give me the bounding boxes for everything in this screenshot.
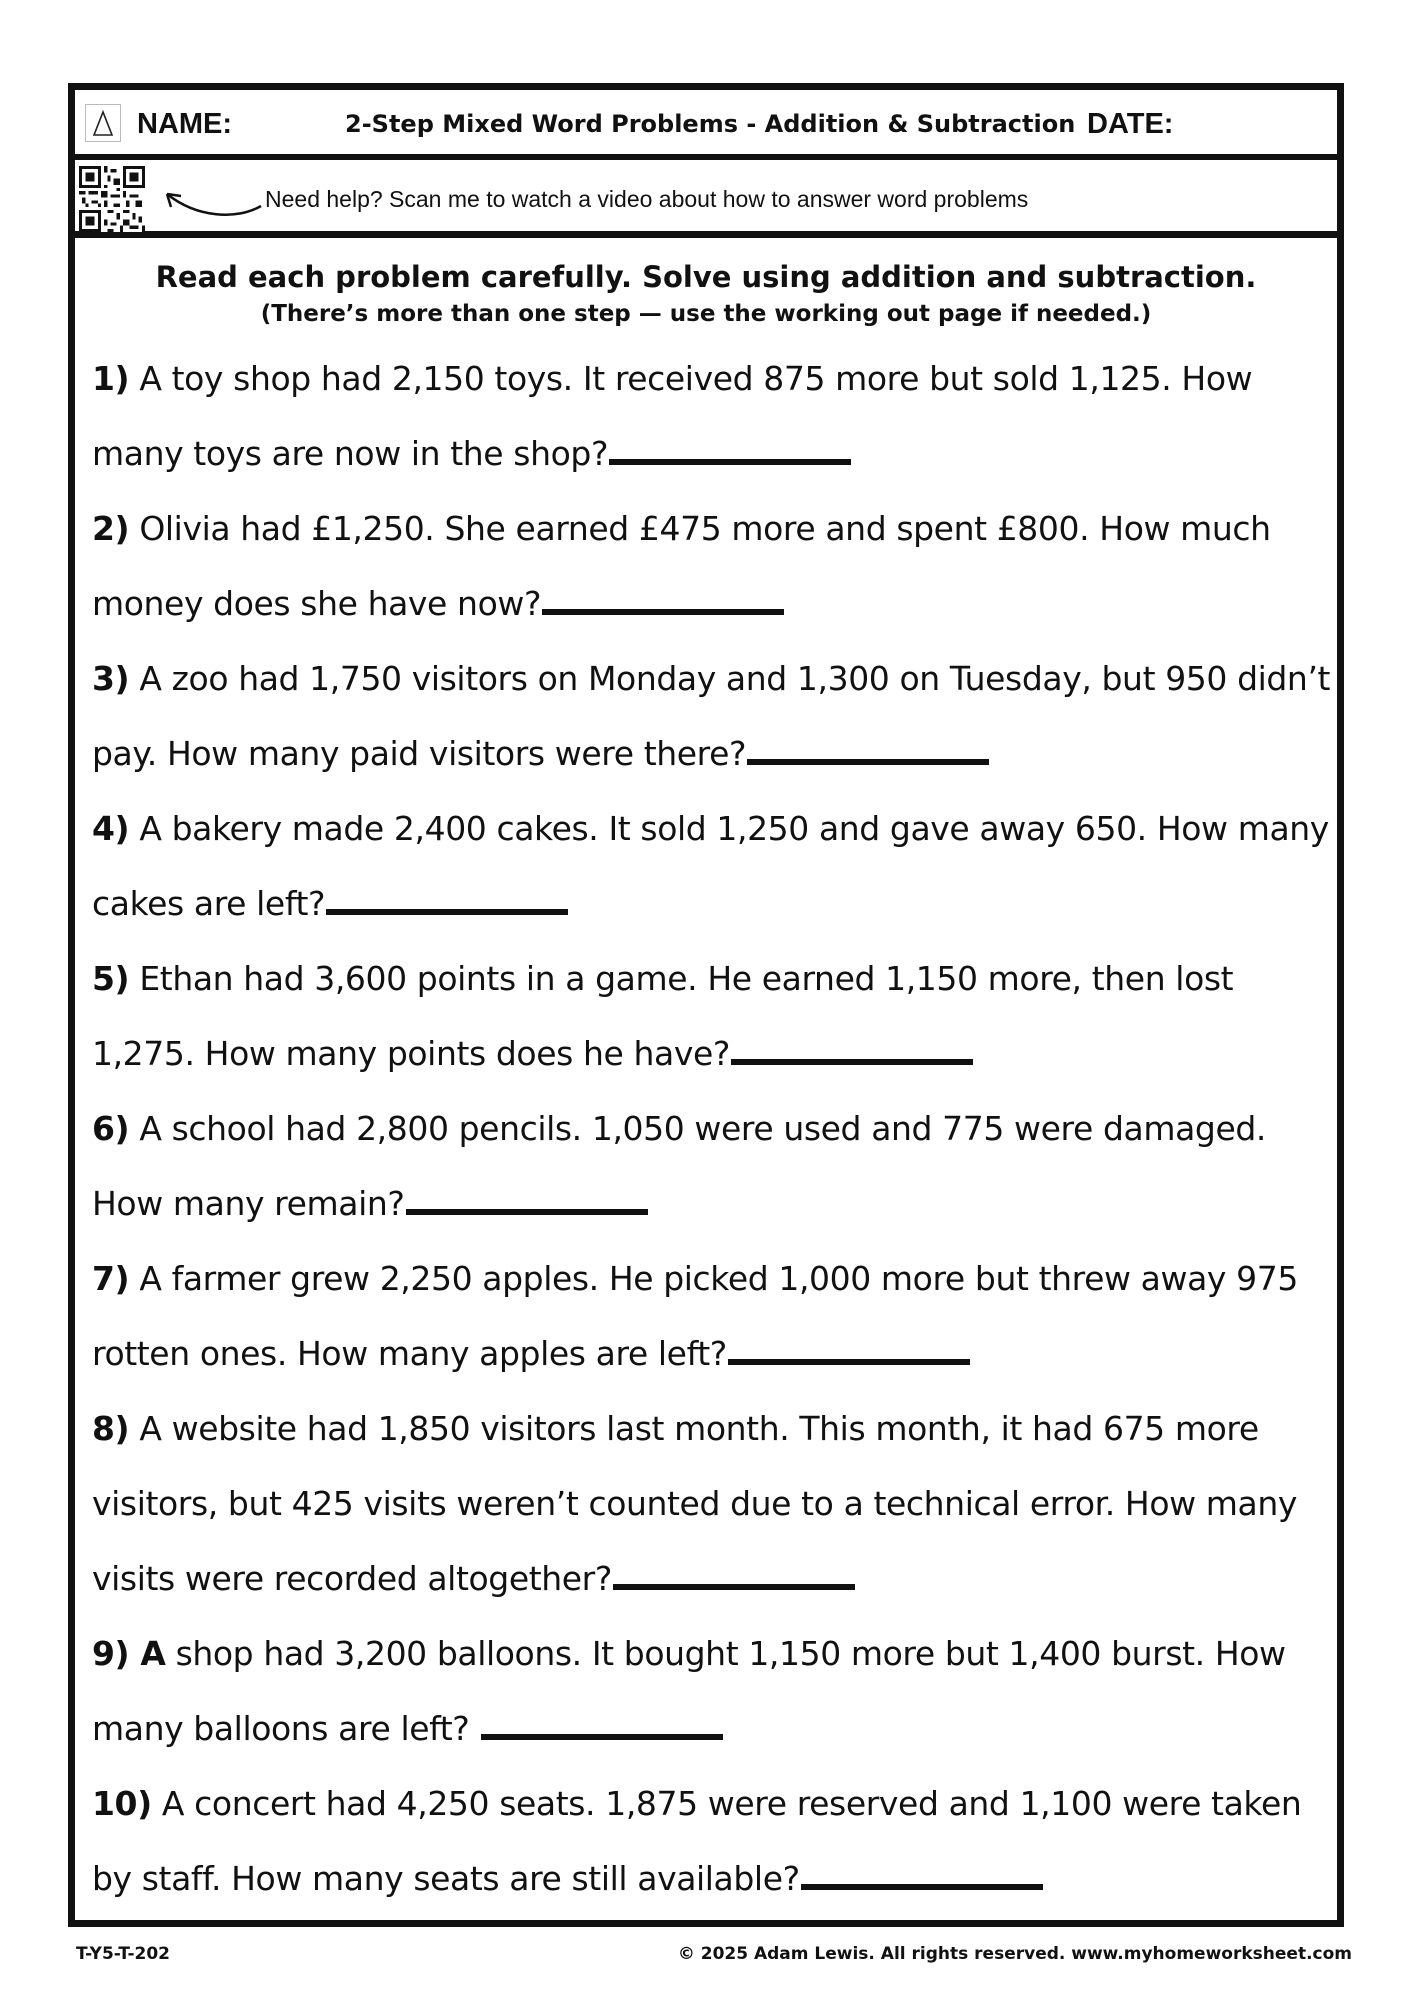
worksheet-frame	[68, 83, 1344, 1927]
problem-text: A zoo had 1,750 visitors on Monday and 1,300 on Tuesday, but 950 didn’t pay. How many paid visitors were there?	[92, 659, 1331, 773]
instructions-main: Read each problem carefully. Solve using addition and subtraction.	[155, 260, 1257, 294]
problem-9	[92, 1616, 1332, 1766]
problem-7	[92, 1241, 1332, 1391]
qr-code-icon[interactable]	[79, 166, 145, 232]
problem-3	[92, 641, 1332, 791]
problem-number: 1)	[92, 359, 130, 398]
problem-text: A toy shop had 2,150 toys. It received 875 more but sold 1,125. How many toys are now in the shop?	[92, 359, 1253, 473]
problem-number: 2)	[92, 509, 130, 548]
help-text: Need help? Scan me to watch a video about how to answer word problems	[265, 186, 1029, 212]
answer-blank[interactable]	[326, 909, 568, 915]
page-title: 2-Step Mixed Word Problems - Addition & Subtraction	[345, 110, 1076, 138]
problem-list	[92, 341, 1332, 1916]
help-row	[75, 160, 1337, 238]
problem-number: 6)	[92, 1109, 130, 1148]
problem-5	[92, 941, 1332, 1091]
problem-8	[92, 1391, 1332, 1616]
problem-text: A website had 1,850 visitors last month. This month, it had 675 more visitors, but 425 visits weren’t counted due to a technical error. How many visits were recorded altogether?	[92, 1409, 1298, 1598]
problem-number: 8)	[92, 1409, 130, 1448]
problem-text: A farmer grew 2,250 apples. He picked 1,000 more but threw away 975 rotten ones. How many apples are left?	[92, 1259, 1298, 1373]
worksheet-code: T-Y5-T-202	[76, 1944, 170, 1964]
instructions-sub: (There’s more than one step — use the working out page if needed.)	[260, 301, 1152, 327]
problem-1	[92, 341, 1332, 491]
date-label: DATE:	[1087, 108, 1174, 140]
answer-blank[interactable]	[747, 759, 989, 765]
copyright-notice: © 2025 Adam Lewis. All rights reserved. www.myhomeworksheet.com	[677, 1944, 1352, 1964]
problem-6	[92, 1091, 1332, 1241]
problem-number: 10)	[92, 1784, 152, 1823]
problem-4	[92, 791, 1332, 941]
problem-text: A concert had 4,250 seats. 1,875 were reserved and 1,100 were taken by staff. How many seats are still available?	[92, 1784, 1302, 1898]
instructions	[75, 258, 1337, 332]
problem-10	[92, 1766, 1332, 1916]
problem-number: 7)	[92, 1259, 130, 1298]
problem-number: 4)	[92, 809, 130, 848]
curved-arrow-icon	[157, 188, 267, 228]
answer-blank[interactable]	[728, 1359, 970, 1365]
problem-2	[92, 491, 1332, 641]
logo-icon	[85, 104, 121, 142]
answer-blank[interactable]	[481, 1734, 723, 1740]
problem-text: A bakery made 2,400 cakes. It sold 1,250 and gave away 650. How many cakes are left?	[92, 809, 1329, 923]
problem-number: 3)	[92, 659, 130, 698]
answer-blank[interactable]	[406, 1209, 648, 1215]
answer-blank[interactable]	[613, 1584, 855, 1590]
problem-text: A school had 2,800 pencils. 1,050 were used and 775 were damaged. How many remain?	[92, 1109, 1266, 1223]
problem-text: Ethan had 3,600 points in a game. He earned 1,150 more, then lost 1,275. How many points does he have?	[92, 959, 1234, 1073]
answer-blank[interactable]	[731, 1059, 973, 1065]
problem-number: 9) A	[92, 1634, 166, 1673]
problem-text: shop had 3,200 balloons. It bought 1,150 more but 1,400 burst. How many balloons are left?	[92, 1634, 1286, 1748]
problem-number: 5)	[92, 959, 130, 998]
answer-blank[interactable]	[801, 1884, 1043, 1890]
problem-text: Olivia had £1,250. She earned £475 more and spent £800. How much money does she have now?	[92, 509, 1271, 623]
header-row	[75, 90, 1337, 160]
answer-blank[interactable]	[542, 609, 784, 615]
answer-blank[interactable]	[609, 459, 851, 465]
name-label: NAME:	[137, 108, 233, 140]
